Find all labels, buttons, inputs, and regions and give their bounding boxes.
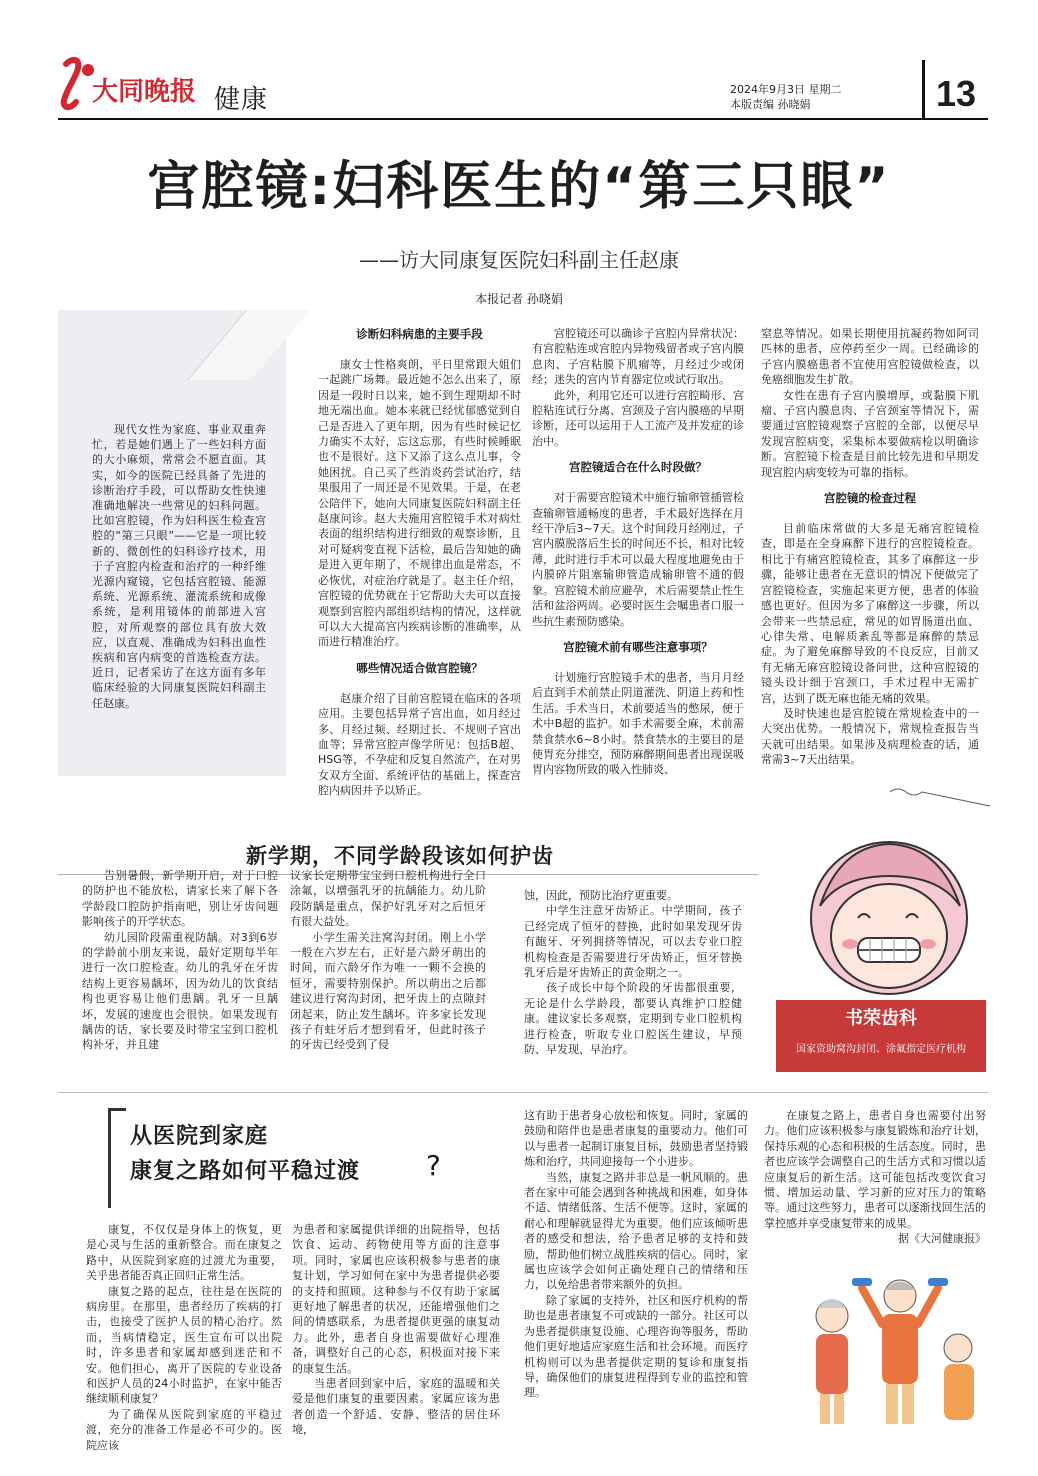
paragraph: 除了家属的支持外，社区和医疗机构的帮助也是患者康复不可或缺的一部分。社区可以为患者提供康复设施、心理咨询等服务，帮助他们更好地适应家庭生活和社会环境。而医疗机构则可以为患者提供定期的复诊和康复指导，确保他们的康复进程得到专业的监控和管理。 [524,1293,748,1400]
subheading-diagnosis: 诊断妇科病患的主要手段 [356,327,483,341]
paragraph: 当然，康复之路并非总是一帆风顺的。患者在家中可能会遇到各种挑战和困难，如身体不适、情绪低落、生活不便等。这时，家属的耐心和理解就显得尤为重要。他们应该倾听患者的感受和想法，给予患者足够的支持和鼓励，帮助他们树立战胜疾病的信心。同时，家属也应该学会如何正确处理自己的情绪和压力，以免给患者带来额外的负担。 [524,1170,748,1292]
newspaper-logo [58,56,198,114]
page-editor: 本版责编 孙晓娟 [730,98,811,111]
rehab-title-line-2: 康复之路如何平稳过渡 [130,1159,361,1184]
paragraph: 告别暑假，新学期开启，对于口腔的防护也不能放松，请家长来了解下各学龄段口腔防护指南吧，别让牙齿问题影响孩子的开学状态。 [82,869,278,929]
paragraph: 女性在患有子宫内膜增厚，或黏膜下肌瘤、子宫内膜息肉、子宫颈室等情况下，需要通过宫腔镜观察子宫腔的全部，以便尽早发现宫腔病变，采集标本要做病检以明确诊断。宫腔镜下检查是目前比较先进和早期发现宫腔内病变较为可靠的指标。 [761,388,979,479]
section-name: 健康 [214,85,269,115]
page-number: 13 [936,73,977,114]
rehab-column-1 [86,1222,282,1453]
paragraph: 康复，不仅仅是身体上的恢复，更是心灵与生活的重新整合。而在康复之路中，从医院到家庭的过渡尤为重要，关乎患者能否真正回归正常生活。 [86,1223,282,1283]
subheading-timing: 宫腔镜适合在什么时段做？ [569,460,707,475]
paragraph: 窒息等情况。如果长期使用抗凝药物如阿司匹林的患者，应停药至少一周。已经确诊的子宫内膜癌患者不宜使用宫腔镜做检查，以免癌细胞发生扩散。 [761,327,979,387]
paragraph: 及时快速也是宫腔镜在常规检查中的一大突出优势。一般情况下，常规检查报告当天就可出结果。如果涉及病理检查的话，通常需3~7天出结果。 [761,706,979,767]
masthead-rule [58,118,988,120]
paragraph: 中学生注意牙齿矫正。中学期间，孩子已经完成了恒牙的替换，此时如果发现牙齿有龅牙、牙列拥挤等情况，可以去专业口腔机构检查是否需要进行牙齿矫正，恒牙替换乳牙后是牙齿矫正的黄金期之一。 [524,904,742,980]
paragraph: 康复之路的起点，往往是在医院的病房里。在那里，患者经历了疾病的打击，也接受了医护人员的精心治疗。然而，当病情稳定，医生宣布可以出院时，许多患者和家属却感到迷茫和不安。他们担心，离开了医院的专业设备和医护人员的24小时监护，在家中能否继续顺利康复？ [86,1284,282,1406]
rehab-column-3 [524,1108,748,1401]
paragraph: 此外，利用它还可以进行宫腔畸形、宫腔粘连试行分离、宫颈及子宫内膜癌的早期诊断，还可以运用于人工流产及并发症的诊治中。 [532,388,744,448]
logo-text: 大同晚报 [92,77,197,107]
main-subhead: ——访大同康复医院妇科副主任赵康 [359,248,679,272]
paragraph: 赵康介绍了目前宫腔镜在临床的各项应用。主要包括异常子宫出血，如月经过多、月经过频、经期过长、不规则子宫出血等；异常宫腔声像学所见：包括B超、HSG等，不孕症和反复自然流产，在对男女双方全面、系统评估的基础上，探查宫腔内病因并予以矫正。 [318,691,521,798]
dental-column-2 [290,868,486,1053]
issue-date: 2024年9月3日 星期二 [730,83,842,96]
paragraph: 孩子成长中每个阶段的牙齿都很重要，无论是什么学龄段，都要认真维护口腔健康。建议家长多观察，定期到专业口腔机构进行检查，听取专业口腔医生建议，早预防、早发现、早治疗。 [524,981,742,1057]
title-bracket-decoration [108,1108,126,1208]
dental-column-1 [82,868,278,1053]
paragraph: 在康复之路上，患者自身也需要付出努力。他们应该积极参与康复锻炼和治疗计划，保持乐观的心态和积极的生活态度。同时，患者也应该学会调整自己的生活方式和习惯以适应康复后的新生活。这可能包括改变饮食习惯、增加运动量、学习新的应对压力的策略等。通过这些努力，患者可以逐渐找回生活的掌控感并享受康复带来的成果。 [764,1109,986,1230]
paragraph: 宫腔镜还可以确诊子宫腔内异常状况：有宫腔粘连或宫腔内异物残留者或子宫内膜息肉、子宫粘膜下肌瘤等，月经过少或闭经；迷失的宫内节育器定位或试行取出。 [532,327,744,387]
paragraph: 计划施行宫腔镜手术的患者，当月月经后直到手术前禁止阴道灌洗、阴道上药和性生活。手术当日，术前要适当的憋尿，便于术中B超的监护。如手术需要全麻，术前需禁食禁水6~8小时。禁食禁水的主要目的是使胃充分排空，预防麻醉期间患者出现误吸胃内容物所致的吸入性肺炎、 [532,670,744,777]
subheading-precautions: 宫腔镜术前有哪些注意事项？ [563,639,713,654]
paragraph: 对于需要宫腔镜术中施行输卵管插管检查输卵管通畅度的患者，手术最好选择在月经干净后3~7天。这个时间段月经刚过，子宫内膜脱落后生长的时间还不长，相对比较薄，此时进行手术可以最大程度地避免由于内膜碎片阻塞输卵管造成输卵管不通的假象。宫腔镜术前应避孕，术后需要禁止性生活和盆浴两周。必要时医生会嘱患者口服一些抗生素预防感染。 [532,491,744,628]
intro-text: 现代女性为家庭、事业双重奔忙，若是她们遇上了一些妇科方面的大小麻烦，常常会不愿直面。其实，如今的医院已经具备了先进的诊断治疗手段，可以帮助女性快速准确地解决一些常见的妇科问题。比如宫腔镜，作为妇科医生检查宫腔的“第三只眼”——它是一项比较新的、微创性的妇科诊疗技术，用于子宫腔内检查和治疗的一种纤维光源内窥镜，它包括宫腔镜、能源系统、光源系统、灌流系统和成像系统，是利用镜体的前部进入宫腔，对所观察的部位具有放大效应，以直观、准确成为妇科出血性疾病和宫内病变的首选检查方法。近日，记者采访了在这方面有多年临床经验的大同康复医院妇科副主任赵康。 [92,423,266,710]
rehab-column-4 [764,1108,986,1247]
article1-column-1 [318,326,521,799]
paragraph: 这有助于患者身心放松和恢复。同时，家属的鼓励和陪伴也是患者康复的重要动力。他们可以与患者一起制订康复目标，鼓励患者坚持锻炼和治疗，共同迎接每一个小进步。 [524,1109,748,1169]
article1-column-3 [761,326,979,768]
article1-column-2 [532,326,744,778]
dental-column-3 [524,888,742,1057]
page-number-divider [922,60,925,118]
rehab-title-line-1: 从医院到家庭 [130,1124,269,1149]
subheading-procedure: 宫腔镜的检查过程 [824,491,916,506]
paragraph: 为患者和家属提供详细的出院指导，包括饮食、运动、药物使用等方面的注意事项。同时，家属也应该积极参与患者的康复计划，学习如何在家中为患者提供必要的支持和照顾。这种参与不仅有助于家属更好地了解患者的状况，还能增强他们之间的情感联系，为患者提供更强的康复动力。此外，患者自身也需要做好心理准备，调整好自己的心态，积极面对接下来的康复生活。 [292,1223,500,1375]
girl-with-braces-illustration [800,826,978,1004]
source-credit: 据《大河健康报》 [898,1232,986,1246]
paragraph: 蚀，因此，预防比治疗更重要。 [524,889,678,902]
rehab-column-2 [292,1222,500,1438]
dental-article-title: 新学期，不同学龄段该如何护齿 [246,844,554,868]
dental-clinic-ad [776,1000,986,1072]
paragraph: 幼儿园阶段需重视防龋。对3到6岁的学龄前小朋友来说，最好定期每半年进行一次口腔检查。幼儿的乳牙在牙齿结构上更容易龋坏，因为幼儿的饮食结构也更容易让他们患龋。乳牙一旦龋坏，发展的速度也会很快。如果发现有龋齿的话，家长要及时带宝宝到口腔机构补牙，并且建 [82,930,278,1052]
rehab-title-question-mark: ? [426,1149,441,1182]
elderly-exercising-illustration [792,1268,988,1428]
paragraph: 议家长定期带宝宝到口腔机构进行全口涂氟，以增强乳牙的抗龋能力。幼儿阶段防龋是重点，保护好乳牙对之后恒牙有很大益处。 [290,869,486,929]
subheading-indications: 哪些情况适合做宫腔镜？ [356,660,483,675]
decorative-wave-line [890,786,990,810]
paragraph: 康女士性格爽朗，平日里常跟大姐们一起跳广场舞。最近她不怎么出来了，原因是一段时日以来，她不到生理期却不时地无端出血。她本来就已经忧郁感觉到自己是否进入了更年期，因为有些时候记忆力确实不太好，忘这忘那，有些时候睡眠也不是很好。这下又添了这么点儿事，令她困扰。自己买了些消炎药尝试治疗，结果服用了一周还是不见效果。于是，在老公陪伴下，她向大同康复医院妇科副主任赵康问诊。赵大夫施用宫腔镜手术对病灶表面的组织结构进行细致的观察诊断，且对可疑病变直视下活检，最后告知她的确是进入更年期了，不规律出血是常态，不必恢忧，对症治疗就是了。赵主任介绍，宫腔镜的优势就在于它帮助大夫可以直接观察到宫腔内部组织结构的情况，这样就可以大大提高宫内疾病诊断的准确率，从而进行精准治疗。 [318,358,521,649]
paragraph: 当患者回到家中后，家庭的温暖和关爱是他们康复的重要因素。家属应该为患者创造一个舒适、安静、整洁的居住环境， [292,1377,500,1437]
paragraph: 目前临床常做的大多是无痛宫腔镜检查，即是在全身麻醉下进行的宫腔镜检查。相比于有痛宫腔镜检查，其多了麻醉这一步骤，能够让患者在无意识的情况下便做完了宫腔镜检查，实施起来更方便，患者的体验感也更好。但因为多了麻醉这一步骤，所以会带来一些禁忌症，常见的如胃肠道出血、心律失常、电解质紊乱等都是麻醉的禁忌症。为了避免麻醉导致的不良反应，目前又有无痛无麻宫腔镜设备问世，这种宫腔镜的镜头设计细于宫颈口，手术过程中无需扩宫，达到了既无麻也能无痛的效果。 [761,522,979,705]
paragraph: 小学生需关注窝沟封闭。刚上小学一般在六岁左右，正好是六龄牙萌出的时间，而六龄牙作为唯一一颗不会换的恒牙，需要特别保护。所以萌出之后都建议进行窝沟封闭，把牙齿上的点隙封闭起来，防止发生龋坏。许多家长发现孩子有蛀牙后才想到看牙，但此时孩子的牙齿已经受到了侵 [290,930,486,1052]
section-separator [58,1092,988,1093]
clinic-brand: 书荣齿科 [845,1008,917,1029]
main-headline: 宫腔镜:妇科医生的“第三只眼” [147,157,891,217]
clinic-note: 国家资助窝沟封闭、涂氟指定医疗机构 [796,1044,966,1055]
byline: 本报记者 孙晓娟 [475,292,563,306]
paragraph: 为了确保从医院到家庭的平稳过渡，充分的准备工作是必不可少的。医院应该 [86,1407,282,1452]
